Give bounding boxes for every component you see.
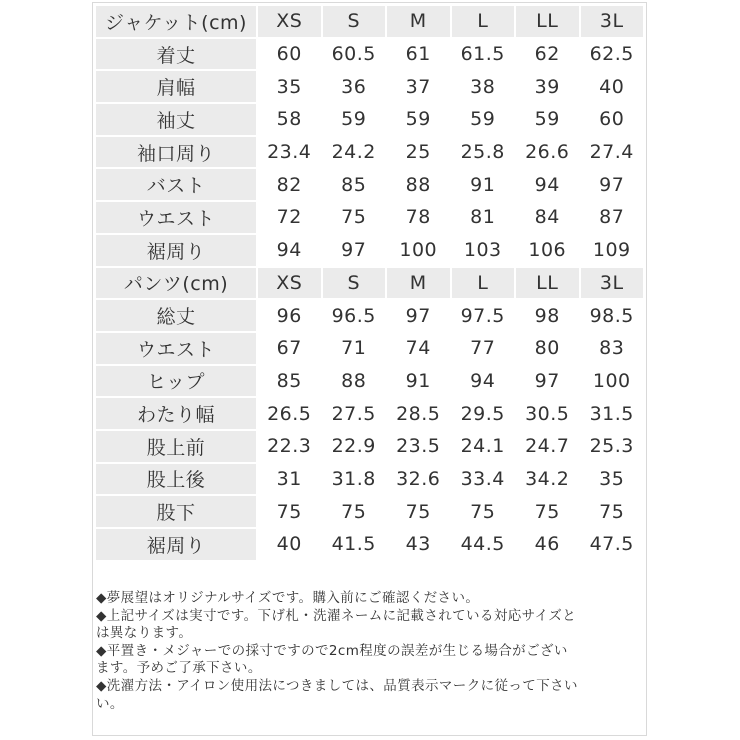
table-row <box>96 71 643 102</box>
table-row <box>96 39 643 70</box>
measurement-cell: 24.7 <box>516 431 579 462</box>
size-table <box>94 4 645 562</box>
size-header-ll: LL <box>516 268 579 299</box>
measurement-cell: 44.5 <box>452 529 515 560</box>
table-row <box>96 496 643 527</box>
size-header-3l: 3L <box>581 268 644 299</box>
jacket-header-row <box>96 6 643 37</box>
row-label: 袖口周り <box>96 137 256 168</box>
size-header-xs: XS <box>258 6 321 37</box>
measurement-cell: 40 <box>258 529 321 560</box>
size-header-m: M <box>387 6 450 37</box>
table-row <box>96 300 643 331</box>
table-row <box>96 464 643 495</box>
measurement-cell: 30.5 <box>516 398 579 429</box>
notes-section <box>96 590 644 713</box>
size-header-s: S <box>323 268 386 299</box>
measurement-cell: 31.8 <box>323 464 386 495</box>
table-row <box>96 235 643 266</box>
measurement-cell: 31.5 <box>581 398 644 429</box>
measurement-cell: 28.5 <box>387 398 450 429</box>
measurement-cell: 34.2 <box>516 464 579 495</box>
measurement-cell: 97.5 <box>452 300 515 331</box>
measurement-cell: 35 <box>581 464 644 495</box>
measurement-cell: 103 <box>452 235 515 266</box>
measurement-cell: 91 <box>452 169 515 200</box>
note-line: い。 <box>96 695 124 712</box>
measurement-cell: 88 <box>387 169 450 200</box>
measurement-cell: 23.5 <box>387 431 450 462</box>
row-label: 着丈 <box>96 39 256 70</box>
measurement-cell: 60.5 <box>323 39 386 70</box>
measurement-cell: 22.3 <box>258 431 321 462</box>
measurement-cell: 58 <box>258 104 321 135</box>
measurement-cell: 59 <box>516 104 579 135</box>
measurement-cell: 61 <box>387 39 450 70</box>
measurement-cell: 97 <box>387 300 450 331</box>
row-label: 袖丈 <box>96 104 256 135</box>
measurement-cell: 35 <box>258 71 321 102</box>
note-line: ◆洗濯方法・アイロン使用法につきましては、品質表示マークに従って下さい <box>96 677 578 694</box>
measurement-cell: 62.5 <box>581 39 644 70</box>
row-label: ウエスト <box>96 333 256 364</box>
measurement-cell: 36 <box>323 71 386 102</box>
row-label: 裾周り <box>96 235 256 266</box>
measurement-cell: 33.4 <box>452 464 515 495</box>
measurement-cell: 78 <box>387 202 450 233</box>
measurement-cell: 72 <box>258 202 321 233</box>
table-row <box>96 169 643 200</box>
measurement-cell: 59 <box>452 104 515 135</box>
row-label: ヒップ <box>96 366 256 397</box>
measurement-cell: 23.4 <box>258 137 321 168</box>
measurement-cell: 32.6 <box>387 464 450 495</box>
measurement-cell: 61.5 <box>452 39 515 70</box>
row-label: 総丈 <box>96 300 256 331</box>
measurement-cell: 62 <box>516 39 579 70</box>
measurement-cell: 106 <box>516 235 579 266</box>
measurement-cell: 38 <box>452 71 515 102</box>
table-row <box>96 104 643 135</box>
measurement-cell: 75 <box>323 202 386 233</box>
measurement-cell: 26.6 <box>516 137 579 168</box>
row-label: 肩幅 <box>96 71 256 102</box>
table-row <box>96 137 643 168</box>
measurement-cell: 60 <box>581 104 644 135</box>
measurement-cell: 74 <box>387 333 450 364</box>
size-header-l: L <box>452 6 515 37</box>
measurement-cell: 83 <box>581 333 644 364</box>
measurement-cell: 97 <box>581 169 644 200</box>
row-label: 股上前 <box>96 431 256 462</box>
measurement-cell: 81 <box>452 202 515 233</box>
measurement-cell: 100 <box>387 235 450 266</box>
measurement-cell: 59 <box>387 104 450 135</box>
row-label: ウエスト <box>96 202 256 233</box>
note-line: ◆平置き・メジャーでの採寸ですので2cm程度の誤差が生じる場合がござい <box>96 642 568 659</box>
note-line: は異なります。 <box>96 625 193 642</box>
measurement-cell: 97 <box>516 366 579 397</box>
measurement-cell: 94 <box>516 169 579 200</box>
measurement-cell: 46 <box>516 529 579 560</box>
measurement-cell: 109 <box>581 235 644 266</box>
size-header-xs: XS <box>258 268 321 299</box>
measurement-cell: 22.9 <box>323 431 386 462</box>
measurement-cell: 77 <box>452 333 515 364</box>
measurement-cell: 91 <box>387 366 450 397</box>
measurement-cell: 71 <box>323 333 386 364</box>
measurement-cell: 96.5 <box>323 300 386 331</box>
measurement-cell: 60 <box>258 39 321 70</box>
measurement-cell: 97 <box>323 235 386 266</box>
measurement-cell: 98 <box>516 300 579 331</box>
measurement-cell: 40 <box>581 71 644 102</box>
measurement-cell: 84 <box>516 202 579 233</box>
measurement-cell: 25.3 <box>581 431 644 462</box>
measurement-cell: 47.5 <box>581 529 644 560</box>
measurement-cell: 24.2 <box>323 137 386 168</box>
measurement-cell: 26.5 <box>258 398 321 429</box>
table-row <box>96 333 643 364</box>
table-row <box>96 431 643 462</box>
note-line: ◆夢展望はオリジナルサイズです。購入前にご確認ください。 <box>96 590 480 606</box>
measurement-cell: 94 <box>452 366 515 397</box>
measurement-cell: 39 <box>516 71 579 102</box>
measurement-cell: 85 <box>258 366 321 397</box>
measurement-cell: 75 <box>387 496 450 527</box>
measurement-cell: 75 <box>452 496 515 527</box>
note-line: ます。予めご了承下さい。 <box>96 660 262 677</box>
measurement-cell: 87 <box>581 202 644 233</box>
measurement-cell: 24.1 <box>452 431 515 462</box>
measurement-cell: 100 <box>581 366 644 397</box>
row-label: 股下 <box>96 496 256 527</box>
measurement-cell: 27.4 <box>581 137 644 168</box>
measurement-cell: 96 <box>258 300 321 331</box>
measurement-cell: 59 <box>323 104 386 135</box>
measurement-cell: 27.5 <box>323 398 386 429</box>
pants-table-title: パンツ(cm) <box>96 268 256 299</box>
size-header-3l: 3L <box>581 6 644 37</box>
row-label: バスト <box>96 169 256 200</box>
jacket-table-title: ジャケット(cm) <box>96 6 256 37</box>
size-header-ll: LL <box>516 6 579 37</box>
measurement-cell: 75 <box>516 496 579 527</box>
note-line: ◆上記サイズは実寸です。下げ札・洗濯ネームに記載されている対応サイズと <box>96 607 577 624</box>
measurement-cell: 25.8 <box>452 137 515 168</box>
measurement-cell: 25 <box>387 137 450 168</box>
measurement-cell: 75 <box>323 496 386 527</box>
measurement-cell: 41.5 <box>323 529 386 560</box>
measurement-cell: 29.5 <box>452 398 515 429</box>
measurement-cell: 88 <box>323 366 386 397</box>
measurement-cell: 43 <box>387 529 450 560</box>
measurement-cell: 37 <box>387 71 450 102</box>
measurement-cell: 75 <box>581 496 644 527</box>
table-row <box>96 202 643 233</box>
size-header-l: L <box>452 268 515 299</box>
measurement-cell: 67 <box>258 333 321 364</box>
measurement-cell: 82 <box>258 169 321 200</box>
row-label: わたり幅 <box>96 398 256 429</box>
size-header-m: M <box>387 268 450 299</box>
row-label: 股上後 <box>96 464 256 495</box>
size-header-s: S <box>323 6 386 37</box>
measurement-cell: 98.5 <box>581 300 644 331</box>
measurement-cell: 75 <box>258 496 321 527</box>
table-row <box>96 366 643 397</box>
measurement-cell: 31 <box>258 464 321 495</box>
measurement-cell: 80 <box>516 333 579 364</box>
row-label: 裾周り <box>96 529 256 560</box>
table-row <box>96 529 643 560</box>
measurement-cell: 94 <box>258 235 321 266</box>
table-row <box>96 398 643 429</box>
pants-header-row <box>96 268 643 299</box>
measurement-cell: 85 <box>323 169 386 200</box>
